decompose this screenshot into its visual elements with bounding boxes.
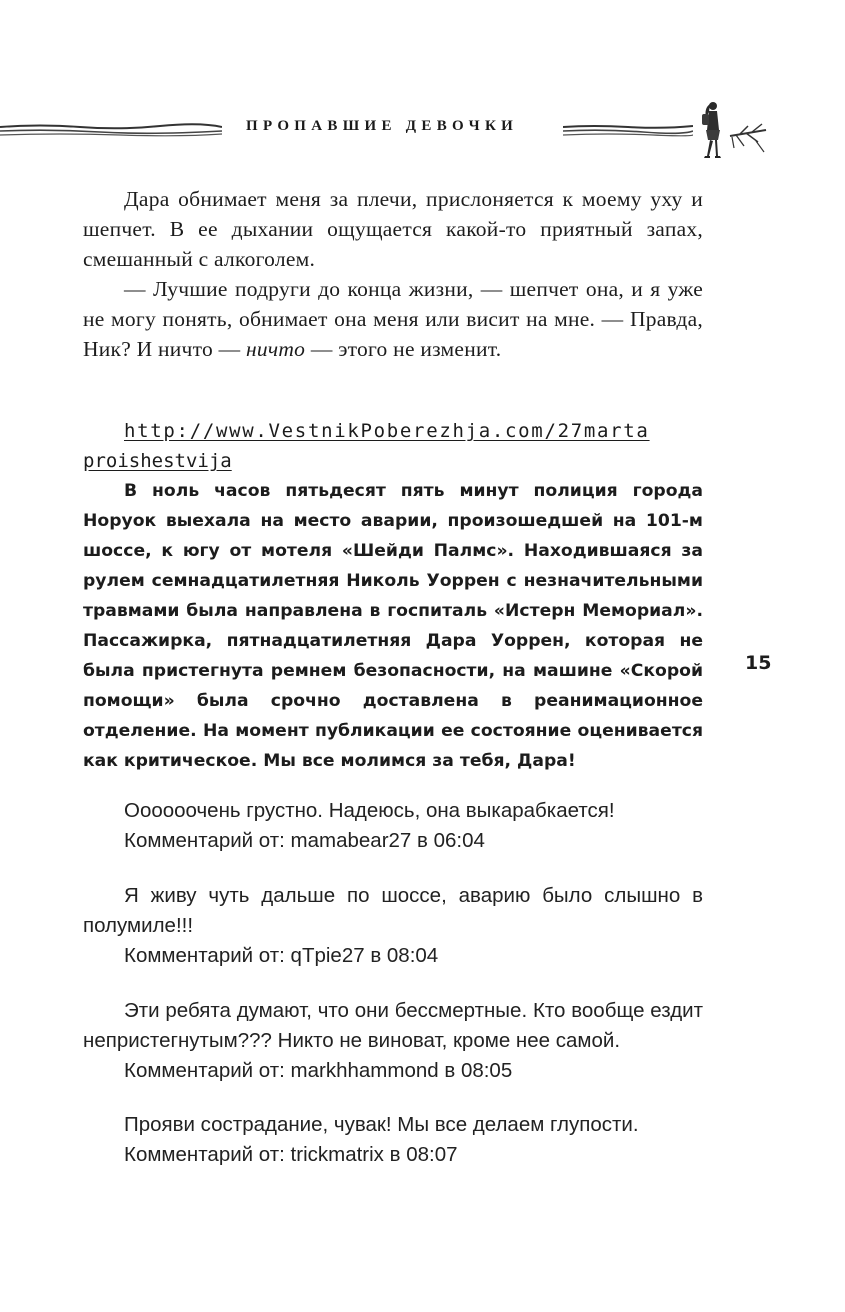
narrative-paragraph-1: Дара обнимает меня за плечи, прислоняется к моему уху и шепчет. В ее дыхании ощущается какой-то приятный запах, смешанный с алкоголем. (83, 187, 703, 271)
news-article: В ноль часов пятьдесят пять минут полиция города Норуок выехала на место аварии, произошедшей на 101-м шоссе, к югу от мотеля «Шейди Палмс». Находившаяся за рулем семнадцатилетняя Николь Уоррен с незначительными травмами была направлена в госпиталь «Истерн Мемориал». Пассажирка, пятнадцатилетняя Дара Уоррен, которая не была пристегнута ремнем безопасности, на машине «Скорой помощи» была срочно доставлена в реанимационное отделение. На момент публикации ее состояние оценивается как критическое. Мы все молимся за тебя, Дара! (83, 481, 703, 771)
news-url[interactable] (83, 416, 703, 476)
running-title: ПРОПАВШИЕ ДЕВОЧКИ (246, 118, 519, 134)
comment-text: Оооооочень грустно. Надеюсь, она выкарабкается! (124, 799, 615, 822)
page-number: 15 (745, 652, 772, 674)
url-line-2[interactable]: proishestvija (83, 450, 232, 472)
comment-text: Эти ребята думают, что они бессмертные. Кто вообще ездит непристегнутым??? Никто не виноват, кроме нее самой. (83, 999, 703, 1052)
walking-girl-icon (696, 100, 726, 162)
narrative-paragraph-2: — Лучшие подруги до конца жизни, — шепчет она, и я уже не могу понять, обнимает она меня или висит на мне. — Правда, Ник? И ничто — ничто — этого не изменит. (83, 277, 703, 361)
comment-author: Комментарий от: markhhammond в 08:05 (124, 1059, 513, 1082)
comment-author: Комментарий от: qTpie27 в 08:04 (124, 944, 439, 967)
branch-icon (728, 122, 768, 156)
comment-text: Прояви сострадание, чувак! Мы все делаем глупости. (124, 1113, 639, 1136)
url-line-1[interactable]: http://www.VestnikPoberezhja.com/27marta (124, 420, 650, 442)
decorative-rule-right (563, 122, 693, 138)
decorative-rule-left (0, 122, 222, 138)
comment-text: Я живу чуть дальше по шоссе, аварию было слышно в полумиле!!! (83, 884, 703, 937)
running-header (0, 100, 845, 170)
comment-author: Комментарий от: trickmatrix в 08:07 (124, 1143, 458, 1166)
emphasized-word: ничто (245, 337, 306, 361)
comment-author: Комментарий от: mamabear27 в 06:04 (124, 829, 485, 852)
